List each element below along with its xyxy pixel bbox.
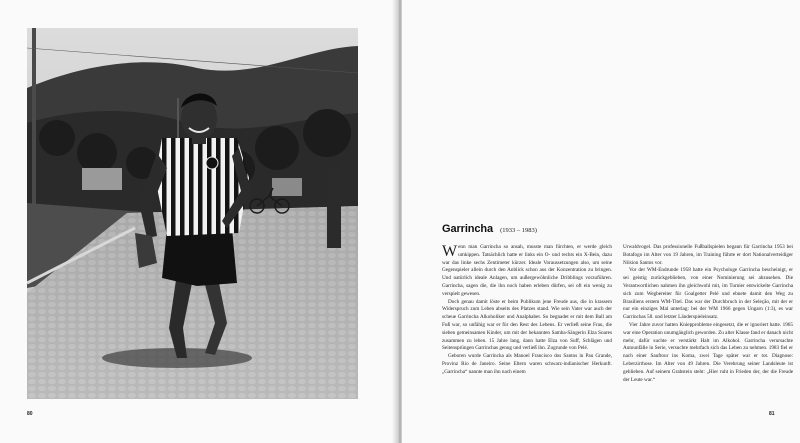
article-years: (1933 – 1983): [500, 227, 537, 234]
paragraph: Doch genau damit löste er beim Publikum jene Freude aus, die in krassem Widerspruch zum Leben abseits des Platzes stand. Wie sein Vater war auch der scheue Garrincha Alkoholiker und Analphabet. So begnadet er mit dem Ball am Fuß war, so unfähig war er für den Rest des Lebens. Er verließ seine Frau, die sieben gemeinsamen Kinder, um mit der bekannten Samba-Sängerin Elza Soares zusammen zu leben. 15 Jahre lang, dann hatte Elza von Suff, Schlägen und Seitensprüngen Garrinchas genug und verließ ihn. Zugrunde von Pelé.: [442, 298, 612, 352]
text-column-1: [442, 244, 612, 377]
paragraph: Urwaldvogel. Das professionelle Fußballspielen begann für Garrincha 1953 bei Botafogo im Alter von 19 Jahren, im Training führte er dort Nationalverteidiger Nilsion Santos vor.: [623, 244, 793, 266]
paragraph: Vor der WM-Endrunde 1958 hatte ein Psychologe Garrincha bescheinigt, er sei geistig zurückgeblieben, von einer Nominierung sei abzusehen. Die Verantwortlichen nahmen ihn gleichwohl mit, im Turnier entwickelte Garrincha sich zum Wegbereiter für Goalgetter Pelé und ebnete damit den Weg zu Brasiliens erstem WM-Titel. Das war der Durchbruch in der Seleção, mit der er nur ein einziges Mal unterlag: bei der WM 1966 gegen Ungarn (1:3), es war Garrinchas 58. und letzter Länderspieleinsatz.: [623, 267, 793, 321]
drop-cap: W: [442, 243, 458, 260]
article-heading: [442, 219, 537, 237]
paragraph: Vier Jahre zuvor hatten Kniepprobleme eingesetzt, die er ignoriert hatte. 1965 war eine Operation unumgänglich geworden. Zu alter Klasse fand er danach nicht mehr, dafür suchte er verstärkt Halt im Alkohol. Garrincha verursachte Autounfälle in Serie, versuchte mehrfach sich das Leben zu nehmen. 1983 fiel er nach einer Sauftour ins Koma, zwei Tage später war er tot. Diagnose: Leberzirrhose. Im Alter von 49 Jahren. Die Verehrung seiner Landsleute ist geblieben. Auf seinem Grabstein steht: „Hier ruht in Frieden der, der die Freude der Leute war.“: [623, 321, 793, 383]
right-page-number: 81: [769, 411, 775, 417]
photo-image: [27, 28, 358, 399]
left-page: [0, 0, 398, 443]
text-column-2: [623, 244, 793, 384]
garrincha-photo: [27, 28, 358, 399]
left-page-number: 80: [27, 411, 33, 417]
paragraph: Geboren wurde Garrincha als Manoel Francisco dos Santos in Pau Grande, Provinz Rio de Janeiro. Seine Eltern waren schwarz-indianischer Herkunft. „Garrincha“ nannte man ihn nach einem: [442, 353, 612, 375]
paragraph-text: enn man Garrincha so ansah, musste man fürchten, er werde gleich umkippen. Tatsächlich hatte er links ein O- und rechts ein X-Bein, dazu war das linke sechs Zentimeter kürzer. Ideale Voraussetzungen also, um seine Gegenspieler allein durch den Anblick schon aus der Konzentration zu bringen. Und natürlich ideale Anlagen, um außergewöhnliche Dribblings vorzuführen. Garrincha, sagen die, die ihn noch haben erleben dürfen, sei oft ein wenig zu verspielt gewesen.: [442, 244, 612, 297]
paragraph: [442, 244, 612, 299]
article-title: Garrincha: [442, 223, 494, 235]
